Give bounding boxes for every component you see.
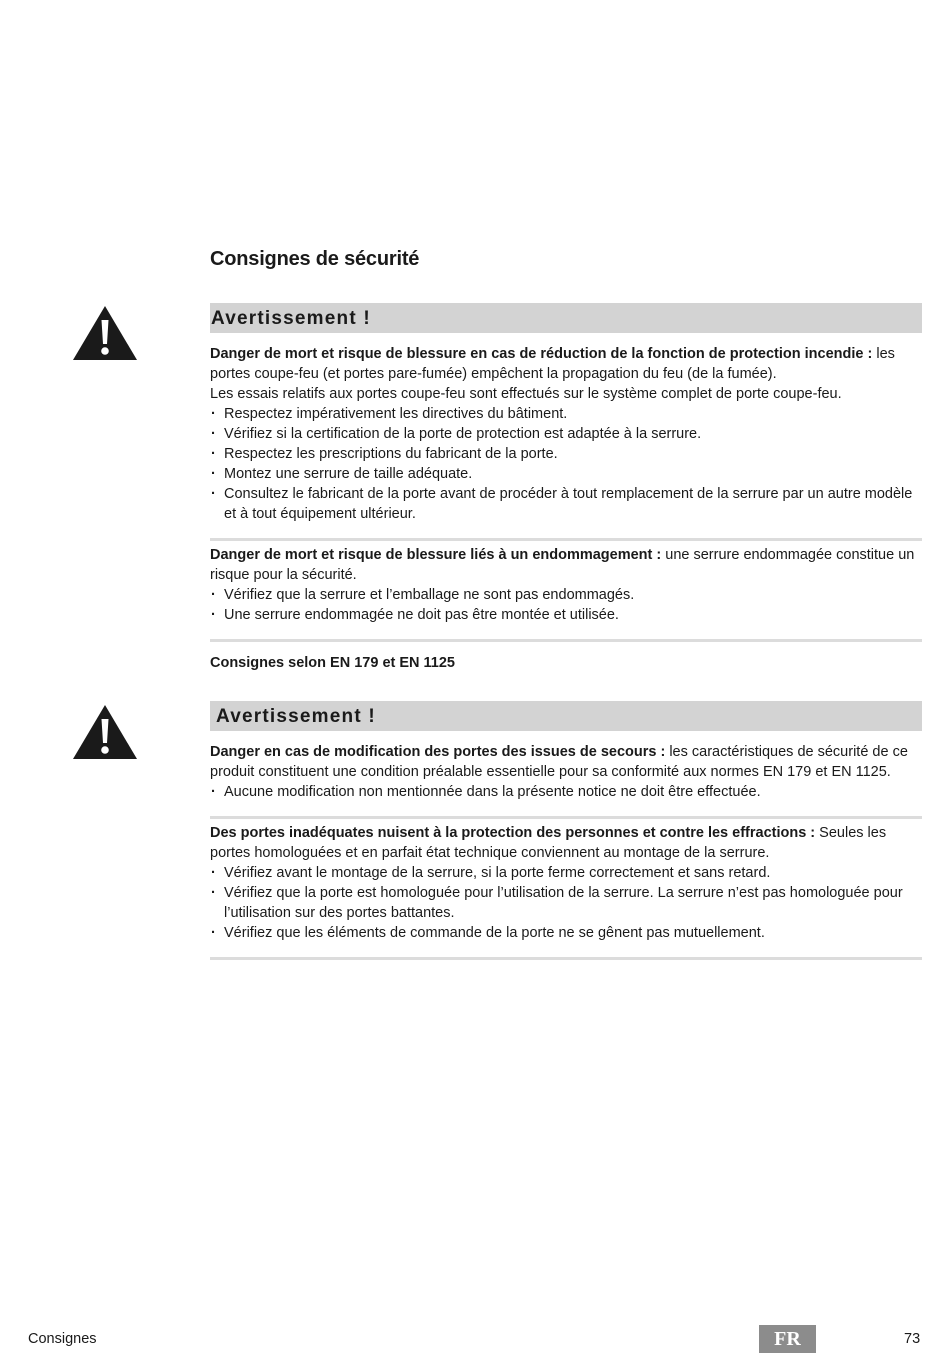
section-divider [210,816,922,819]
warning-block-emergency-exits [210,701,922,960]
bullet-list [210,782,922,802]
section-paragraph [210,823,922,863]
section-divider [210,538,922,541]
warning-section-modification [210,742,922,802]
list-item: · Respectez les prescriptions du fabricant de la porte. [210,444,922,464]
section-text: les portes coupe-feu (et portes pare-fumée) empêchent la propagation du feu (de la fumée). [210,346,895,382]
section-text: les caractéristiques de sécurité de ce produit constituent une condition préalable essentielle pour sa conformité aux normes EN 179 et EN 1125. [210,744,908,780]
section-paragraph [210,742,922,782]
list-item: · Montez une serrure de taille adéquate. [210,464,922,484]
section-heading: Des portes inadéquates nuisent à la protection des personnes et contre les effractions : [210,825,816,841]
section-paragraph [210,344,922,384]
section-text: Seules les portes homologuées et en parfait état technique conviennent au montage de la serrure. [210,825,887,861]
language-badge: FR [759,1325,816,1353]
list-item: · Consultez le fabricant de la porte avant de procéder à tout remplacement de la serrure par un autre modèle et à tout équipement ultérieur. [210,484,922,524]
list-item: · Une serrure endommagée ne doit pas être montée et utilisée. [210,605,922,625]
section-heading: Danger en cas de modification des portes des issues de secours : [210,744,666,760]
bullet-list [210,863,922,943]
section-subheading: Consignes selon EN 179 et EN 1125 [210,655,455,671]
page-number: 73 [904,1331,921,1347]
section-divider [210,957,922,960]
warning-triangle-icon [72,305,138,361]
warning-block-fire-protection [210,303,922,642]
list-item: · Respectez impérativement les directives du bâtiment. [210,404,922,424]
warning-triangle-icon [72,704,138,760]
bullet-list [210,585,922,625]
section-text-secondary: Les essais relatifs aux portes coupe-feu sont effectués sur le système complet de porte coupe-feu. [210,386,842,402]
warning-section-fire [210,344,922,524]
list-item: · Vérifiez que la serrure et l’emballage ne sont pas endommagés. [210,585,922,605]
warning-section-damage [210,545,922,625]
warning-section-unsuitable-doors [210,823,922,943]
footer-section-label: Consignes [28,1331,97,1347]
section-heading: Danger de mort et risque de blessure en cas de réduction de la fonction de protection incendie : [210,346,873,362]
bullet-list [210,404,922,524]
list-item: · Aucune modification non mentionnée dans la présente notice ne doit être effectuée. [210,782,922,802]
warning-label-bar: Avertissement ! [210,701,922,731]
list-item: · Vérifiez avant le montage de la serrure, si la porte ferme correctement et sans retard. [210,863,922,883]
section-heading: Danger de mort et risque de blessure liés à un endommagement : [210,547,662,563]
section-paragraph [210,545,922,585]
section-divider [210,639,922,642]
list-item: · Vérifiez si la certification de la porte de protection est adaptée à la serrure. [210,424,922,444]
warning-label-bar: Avertissement ! [210,303,922,333]
list-item: · Vérifiez que les éléments de commande de la porte ne se gênent pas mutuellement. [210,923,922,943]
section-text: une serrure endommagée constitue un risque pour la sécurité. [210,547,915,583]
list-item: · Vérifiez que la porte est homologuée pour l’utilisation de la serrure. La serrure n’est pas homologuée pour l’utilisation sur des portes battantes. [210,883,922,923]
page-title: Consignes de sécurité [210,248,420,270]
